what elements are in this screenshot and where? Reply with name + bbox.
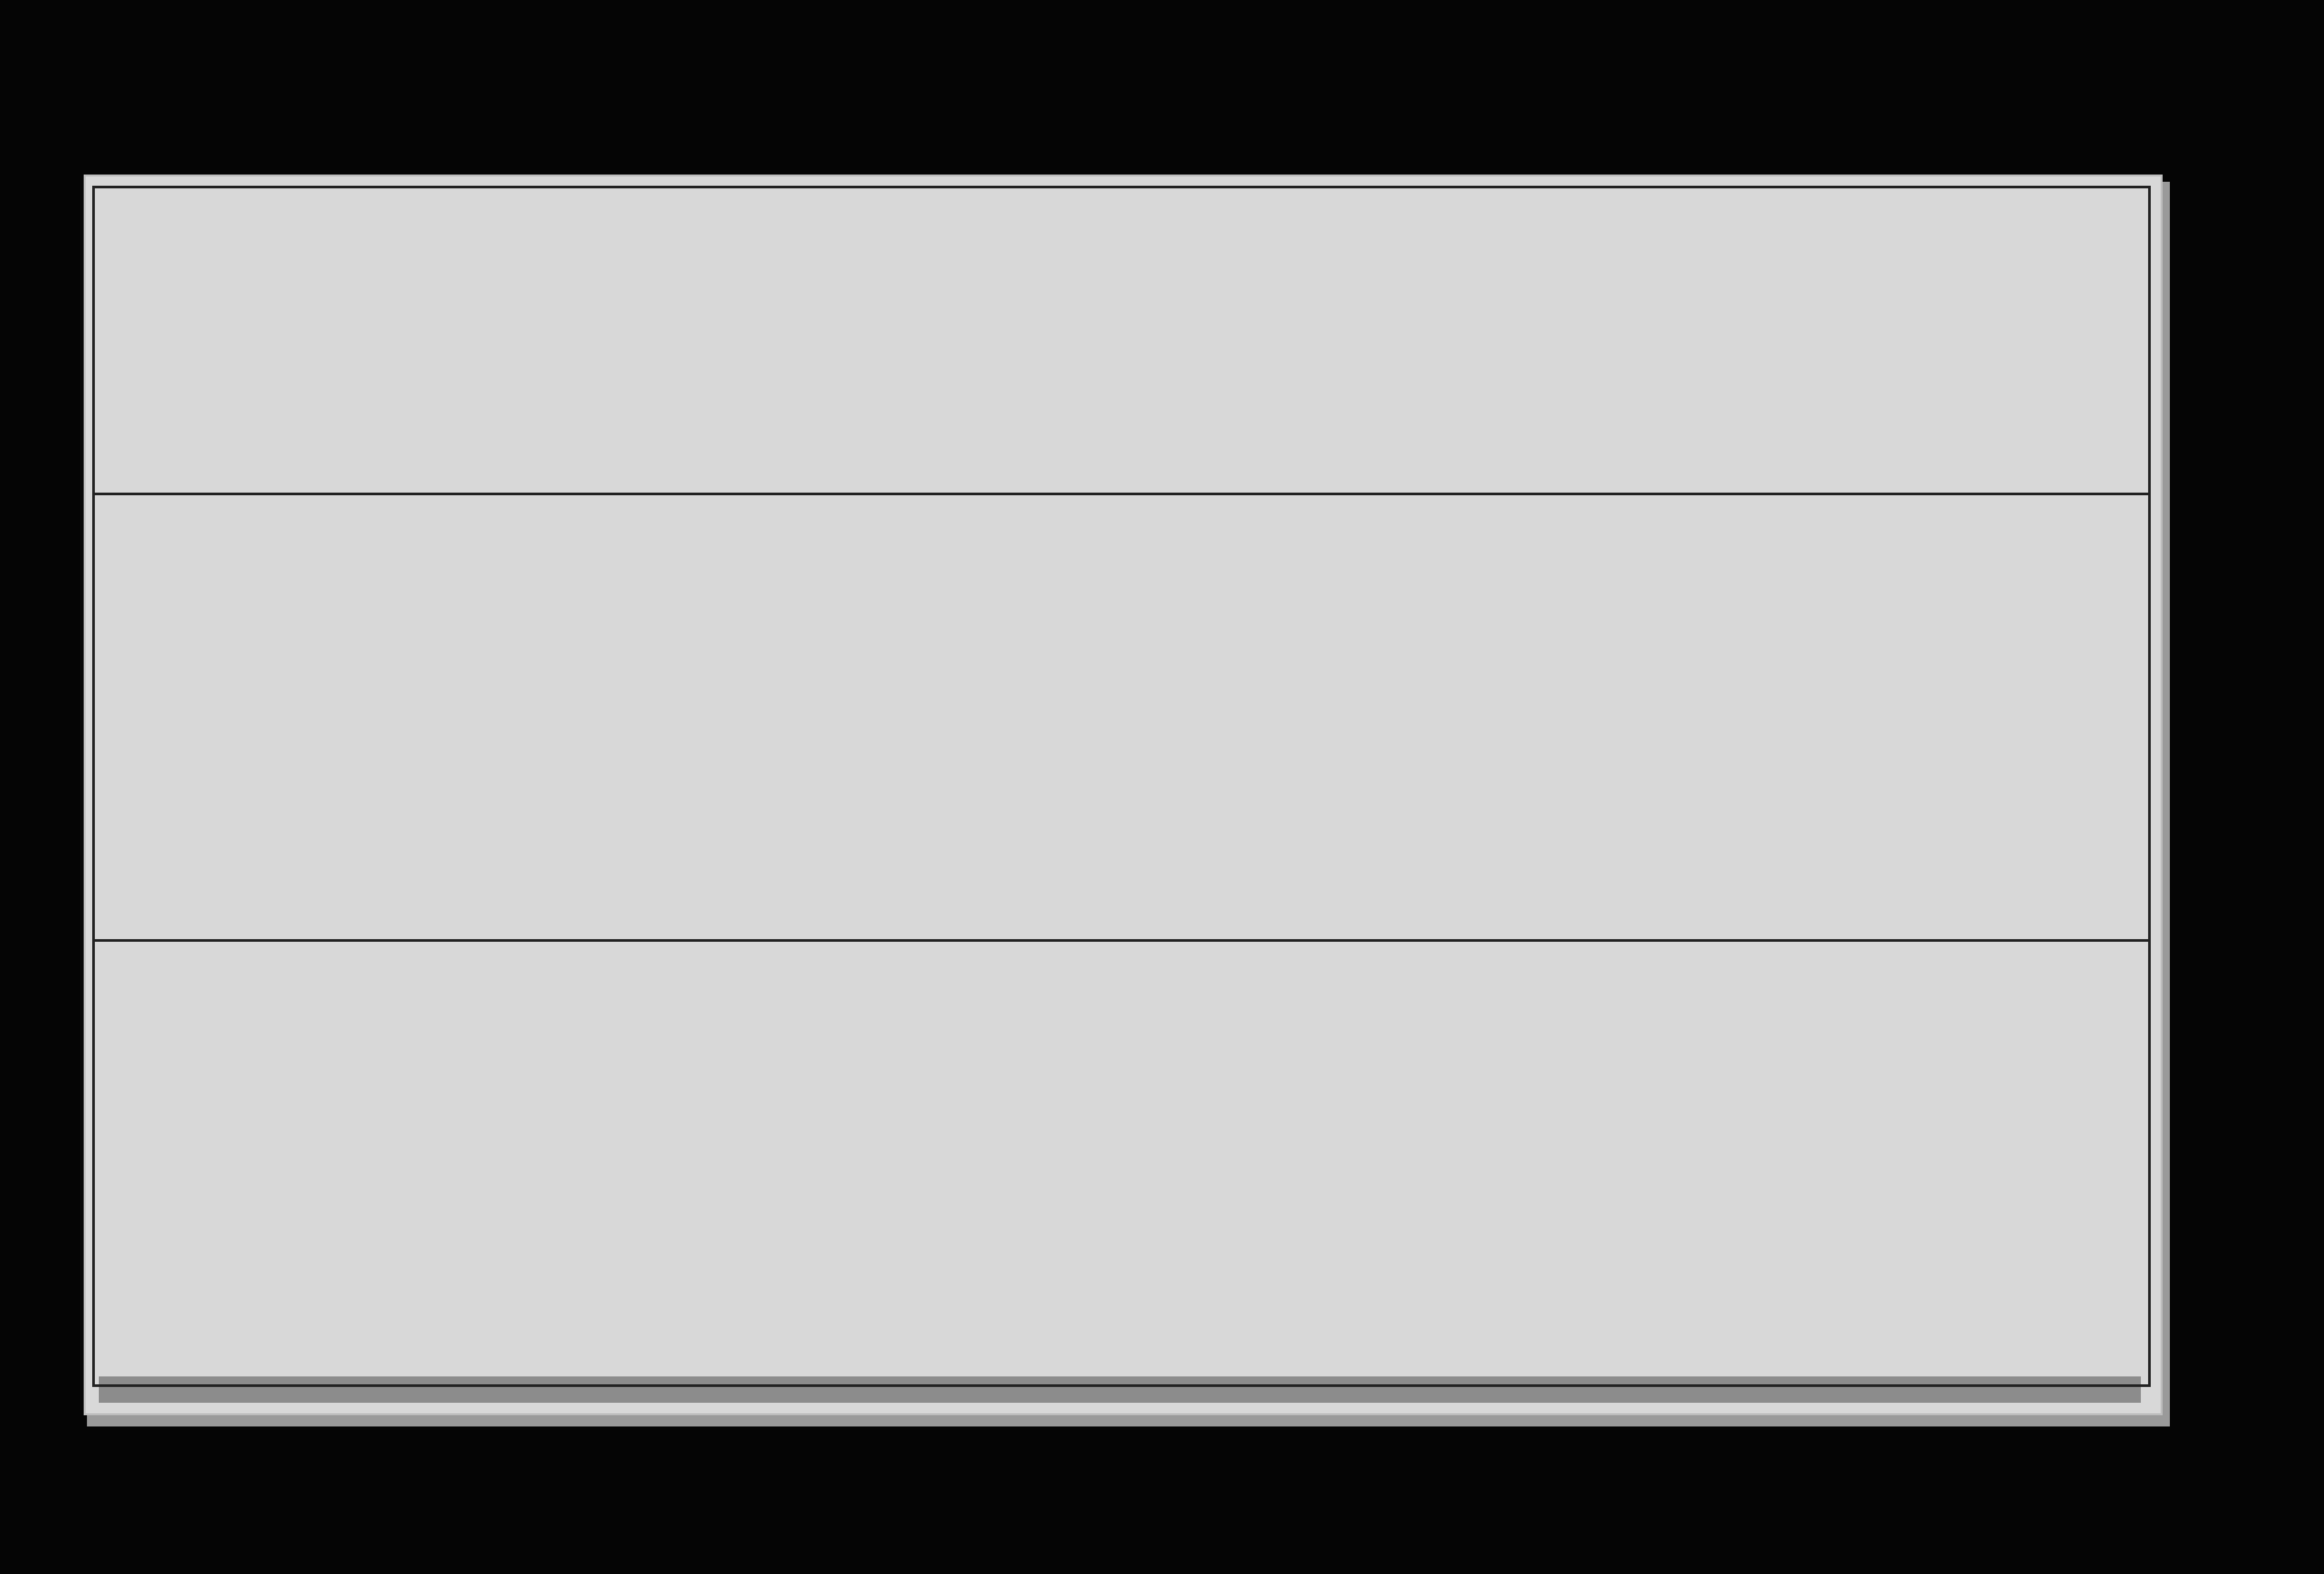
lease-table <box>92 939 2151 1387</box>
sown-area-table <box>92 186 2151 495</box>
middle-section <box>92 493 2151 942</box>
